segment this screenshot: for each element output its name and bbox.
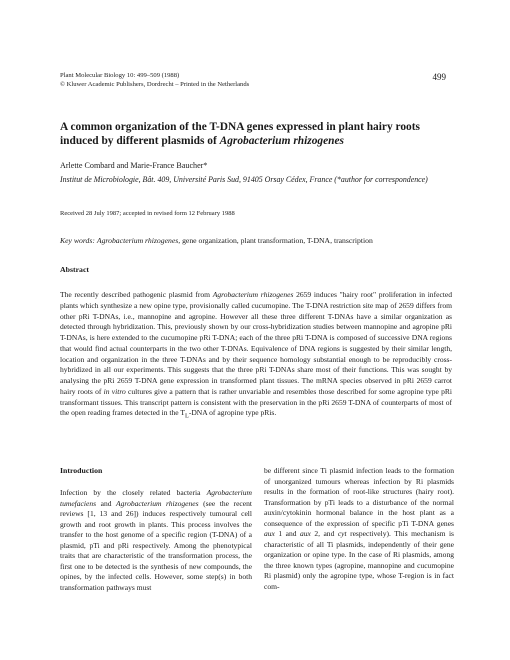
introduction-heading: Introduction	[60, 466, 103, 475]
abstract-text-1: The recently described pathogenic plasmid from	[60, 290, 213, 299]
keywords	[60, 236, 455, 246]
intro2-text-c: 1 and	[274, 529, 300, 539]
abstract-heading: Abstract	[60, 265, 90, 274]
abstract-body	[60, 290, 452, 423]
intro-text-e: (see the recent reviews [1, 13 and 26]) induces respectively tumoural cell growth and root growth in plants. This process involves the transfer to the host genome of a specific region (T-DNA) of a plasmid, pTi and pRi respectively. Among the phenotypical traits that are characteristic of the transformation process, the first one to be detected is the synthesis of new compounds, the opines, by the infected cells. However, some step(s) in both transformation pathways must	[60, 498, 252, 592]
abstract-text-3: cultures give a pattern that is rather unvariable and resembles those described for some agropine type pRi transformant tissues. This transcript pattern is consistent with the preservation in the pRi 2659 T-DNA of counterparts of most of the open reading frames detected in the T	[60, 386, 452, 418]
journal-header	[60, 72, 249, 89]
title-organism: Agrobacterium rhizogenes	[219, 135, 344, 148]
abstract-text-4: -DNA of agropine type pRis.	[188, 408, 277, 418]
keywords-label: Key words:	[60, 236, 95, 245]
intro-text-a: Infection by the closely related bacteria	[60, 488, 207, 497]
intro2-gene-aux2: aux	[299, 529, 311, 539]
introduction-column-right	[264, 466, 454, 593]
intro2-text-e: 2, and	[310, 529, 338, 539]
abstract-organism: Agrobacterium rhizogenes	[212, 290, 294, 299]
affiliation: Institut de Microbiologie, Bât. 409, Université Paris Sud, 91405 Orsay Cédex, France (*author for correspondence)	[60, 175, 428, 184]
authors: Arlette Combard and Marie-France Baucher*	[60, 161, 208, 170]
publisher-line: © Kluwer Academic Publishers, Dordrecht – Printed in the Netherlands	[60, 80, 250, 88]
keywords-organism: Agrobacterium rhizogenes,	[96, 236, 181, 245]
intro2-text-g: respectively). This mechanism is characteristic of all Ti plasmids, independently of their gene organization or opine type. In the case of Ri plasmids, among the three known types (agropine, mannopine and cucumopine Ri plasmid) only the agropine type, whose T-region is in fact com-	[264, 529, 454, 592]
intro2-text-a: be different since Ti plasmid infection leads to the formation of unorganized tumours whereas infection by Ri plasmids results in the formation of root-like structures (hairy root). Transformation by pTi leads to a disturbance of the normal auxin/cytokinin hormonal balance in the host plant as a consequence of the expression of specific pTi T-DNA genes	[264, 466, 454, 528]
journal-citation: Plant Molecular Biology 10: 499–509 (1988)	[60, 72, 180, 79]
abstract-text-2: 2659 induces "hairy root" proliferation in infected plants which synthesize a new opine type, provisionally called cucumopine. The T-DNA restriction site map of 2659 differs from other pRi T-DNAs, i.e., mannopine and agropine. However all these three different T-DNAs have a similar organization as detected through hybridization. This, previously shown by our cross-hybridization studies between mannopine and agropine pRi T-DNAs, is here extended to the cucumopine pRi T-DNA; each of the three pRi T-DNA is composed of successive DNA regions that would find actual counterparts in the two other T-DNAs. Equivalence of DNA regions is suggested by their similar length, location and organization in the three T-DNAs and by their sequence homology substantial enough to be reproducibly cross-hybridized in all our experiments. This suggests that the three pRi T-DNAs share most of their functions. This was sought by analysing the pRi 2659 T-DNA gene expression in transformed plant tissues. The mRNA species observed in pRi 2659 carrot hairy roots of	[60, 290, 453, 396]
keywords-list: gene organization, plant transformation, T-DNA, transcription	[180, 236, 373, 245]
intro-organism-2: Agrobacterium rhizogenes	[116, 498, 199, 508]
received-dates: Received 28 July 1987; accepted in revised form 12 February 1988	[60, 210, 235, 217]
abstract-in-vitro: in vitro	[103, 386, 126, 396]
page-number: 499	[432, 72, 446, 82]
intro2-gene-cyt: cyt	[337, 529, 347, 539]
abstract-subscript: L	[184, 412, 189, 420]
introduction-column-left	[60, 488, 252, 593]
intro-organism-1: Agrobacterium tumefaciens	[60, 488, 252, 508]
intro2-gene-aux1: aux	[264, 529, 275, 539]
article-title	[60, 120, 455, 148]
intro-text-c: and	[96, 498, 117, 508]
title-text: A common organization of the T-DNA genes expressed in plant hairy roots induced by different plasmids of	[60, 121, 420, 148]
